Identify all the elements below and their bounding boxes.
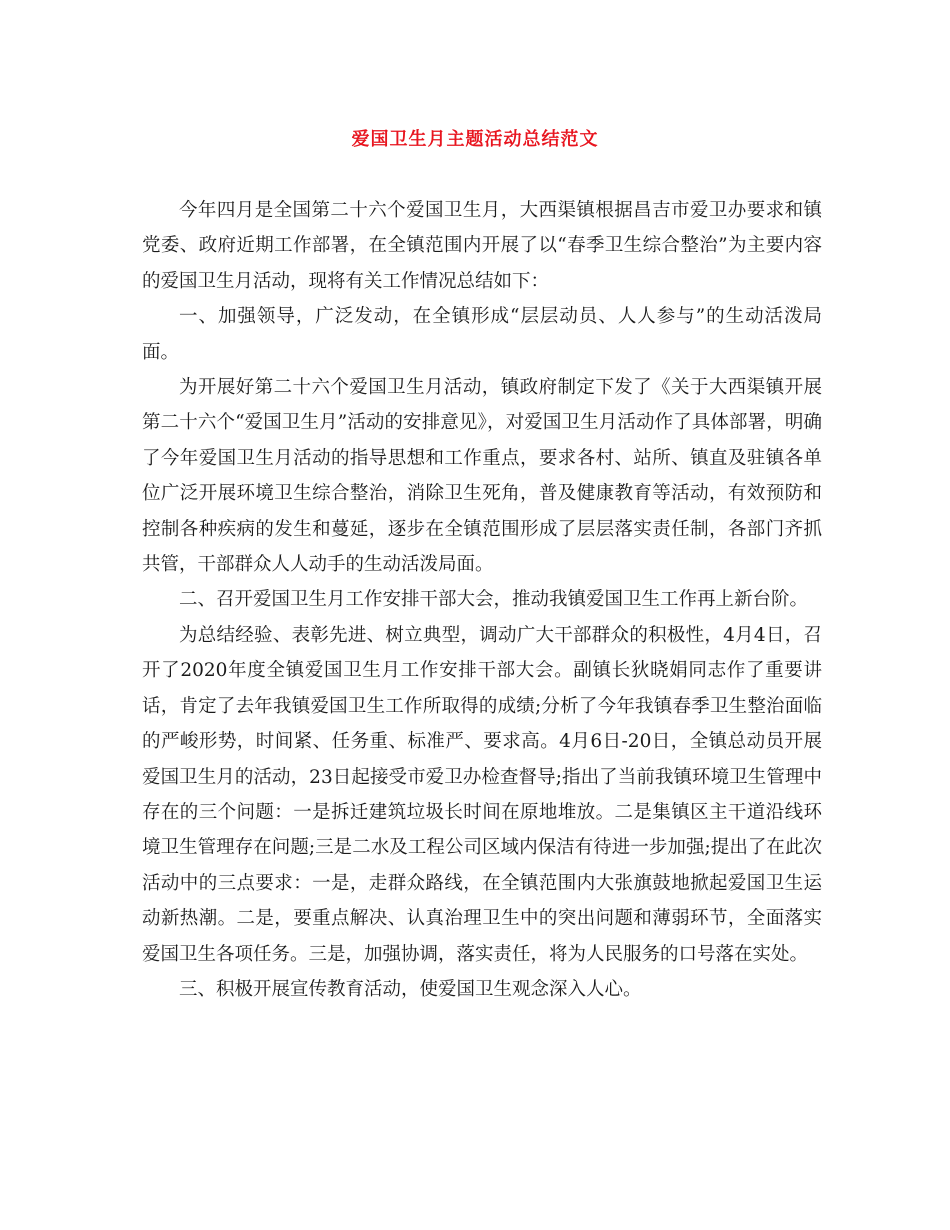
section-heading-3: 三、积极开展宣传教育活动，使爱国卫生观念深入人心。 bbox=[179, 978, 642, 1000]
section-heading-2: 二、召开爱国卫生月工作安排干部大会，推动我镇爱国卫生工作再上新台阶。 bbox=[179, 589, 809, 611]
paragraph-section-2: 为总结经验、表彰先进、树立典型，调动广大干部群众的积极性，4月4日，召开了2020年度全镇爱国卫生月工作安排干部大会。副镇长狄晓娟同志作了重要讲话，肯定了去年我镇爱国卫生工作所取得的成绩;分析了今年我镇春季卫生整治面临的严峻形势，时间紧、任务重、标准严、要求高。4月6日-20日，全镇总动员开展爱国卫生月的活动，23日起接受市爱卫办检查督导;指出了当前我镇环境卫生管理中存在的三个问题：一是拆迁建筑垃圾长时间在原地堆放。二是集镇区主干道沿线环境卫生管理存在问题;三是二水及工程公司区域内保洁有待进一步加强;提出了在此次活动中的三点要求：一是，走群众路线，在全镇范围内大张旗鼓地掀起爱国卫生运动新热潮。二是，要重点解决、认真治理卫生中的突出问题和薄弱环节，全面落实爱国卫生各项任务。三是，加强协调，落实责任，将为人民服务的口号落在实处。 bbox=[142, 624, 822, 965]
section-heading-1: 一、加强领导，广泛发动，在全镇形成“层层动员、人人参与”的生动活泼局面。 bbox=[142, 306, 822, 363]
document-body bbox=[142, 193, 822, 1007]
paragraph-intro: 今年四月是全国第二十六个爱国卫生月，大西渠镇根据昌吉市爱卫办要求和镇党委、政府近期工作部署，在全镇范围内开展了以“春季卫生综合整治”为主要内容的爱国卫生月活动，现将有关工作情况总结如下： bbox=[142, 200, 822, 292]
paragraph-section-1: 为开展好第二十六个爱国卫生月活动，镇政府制定下发了《关于大西渠镇开展第二十六个“爱国卫生月”活动的安排意见》，对爱国卫生月活动作了具体部署，明确了今年爱国卫生月活动的指导思想和工作重点，要求各村、站所、镇直及驻镇各单位广泛开展环境卫生综合整治，消除卫生死角，普及健康教育等活动，有效预防和控制各种疾病的发生和蔓延，逐步在全镇范围形成了层层落实责任制，各部门齐抓共管，干部群众人人动手的生动活泼局面。 bbox=[142, 377, 822, 576]
document-title: 爱国卫生月主题活动总结范文 bbox=[351, 129, 599, 150]
